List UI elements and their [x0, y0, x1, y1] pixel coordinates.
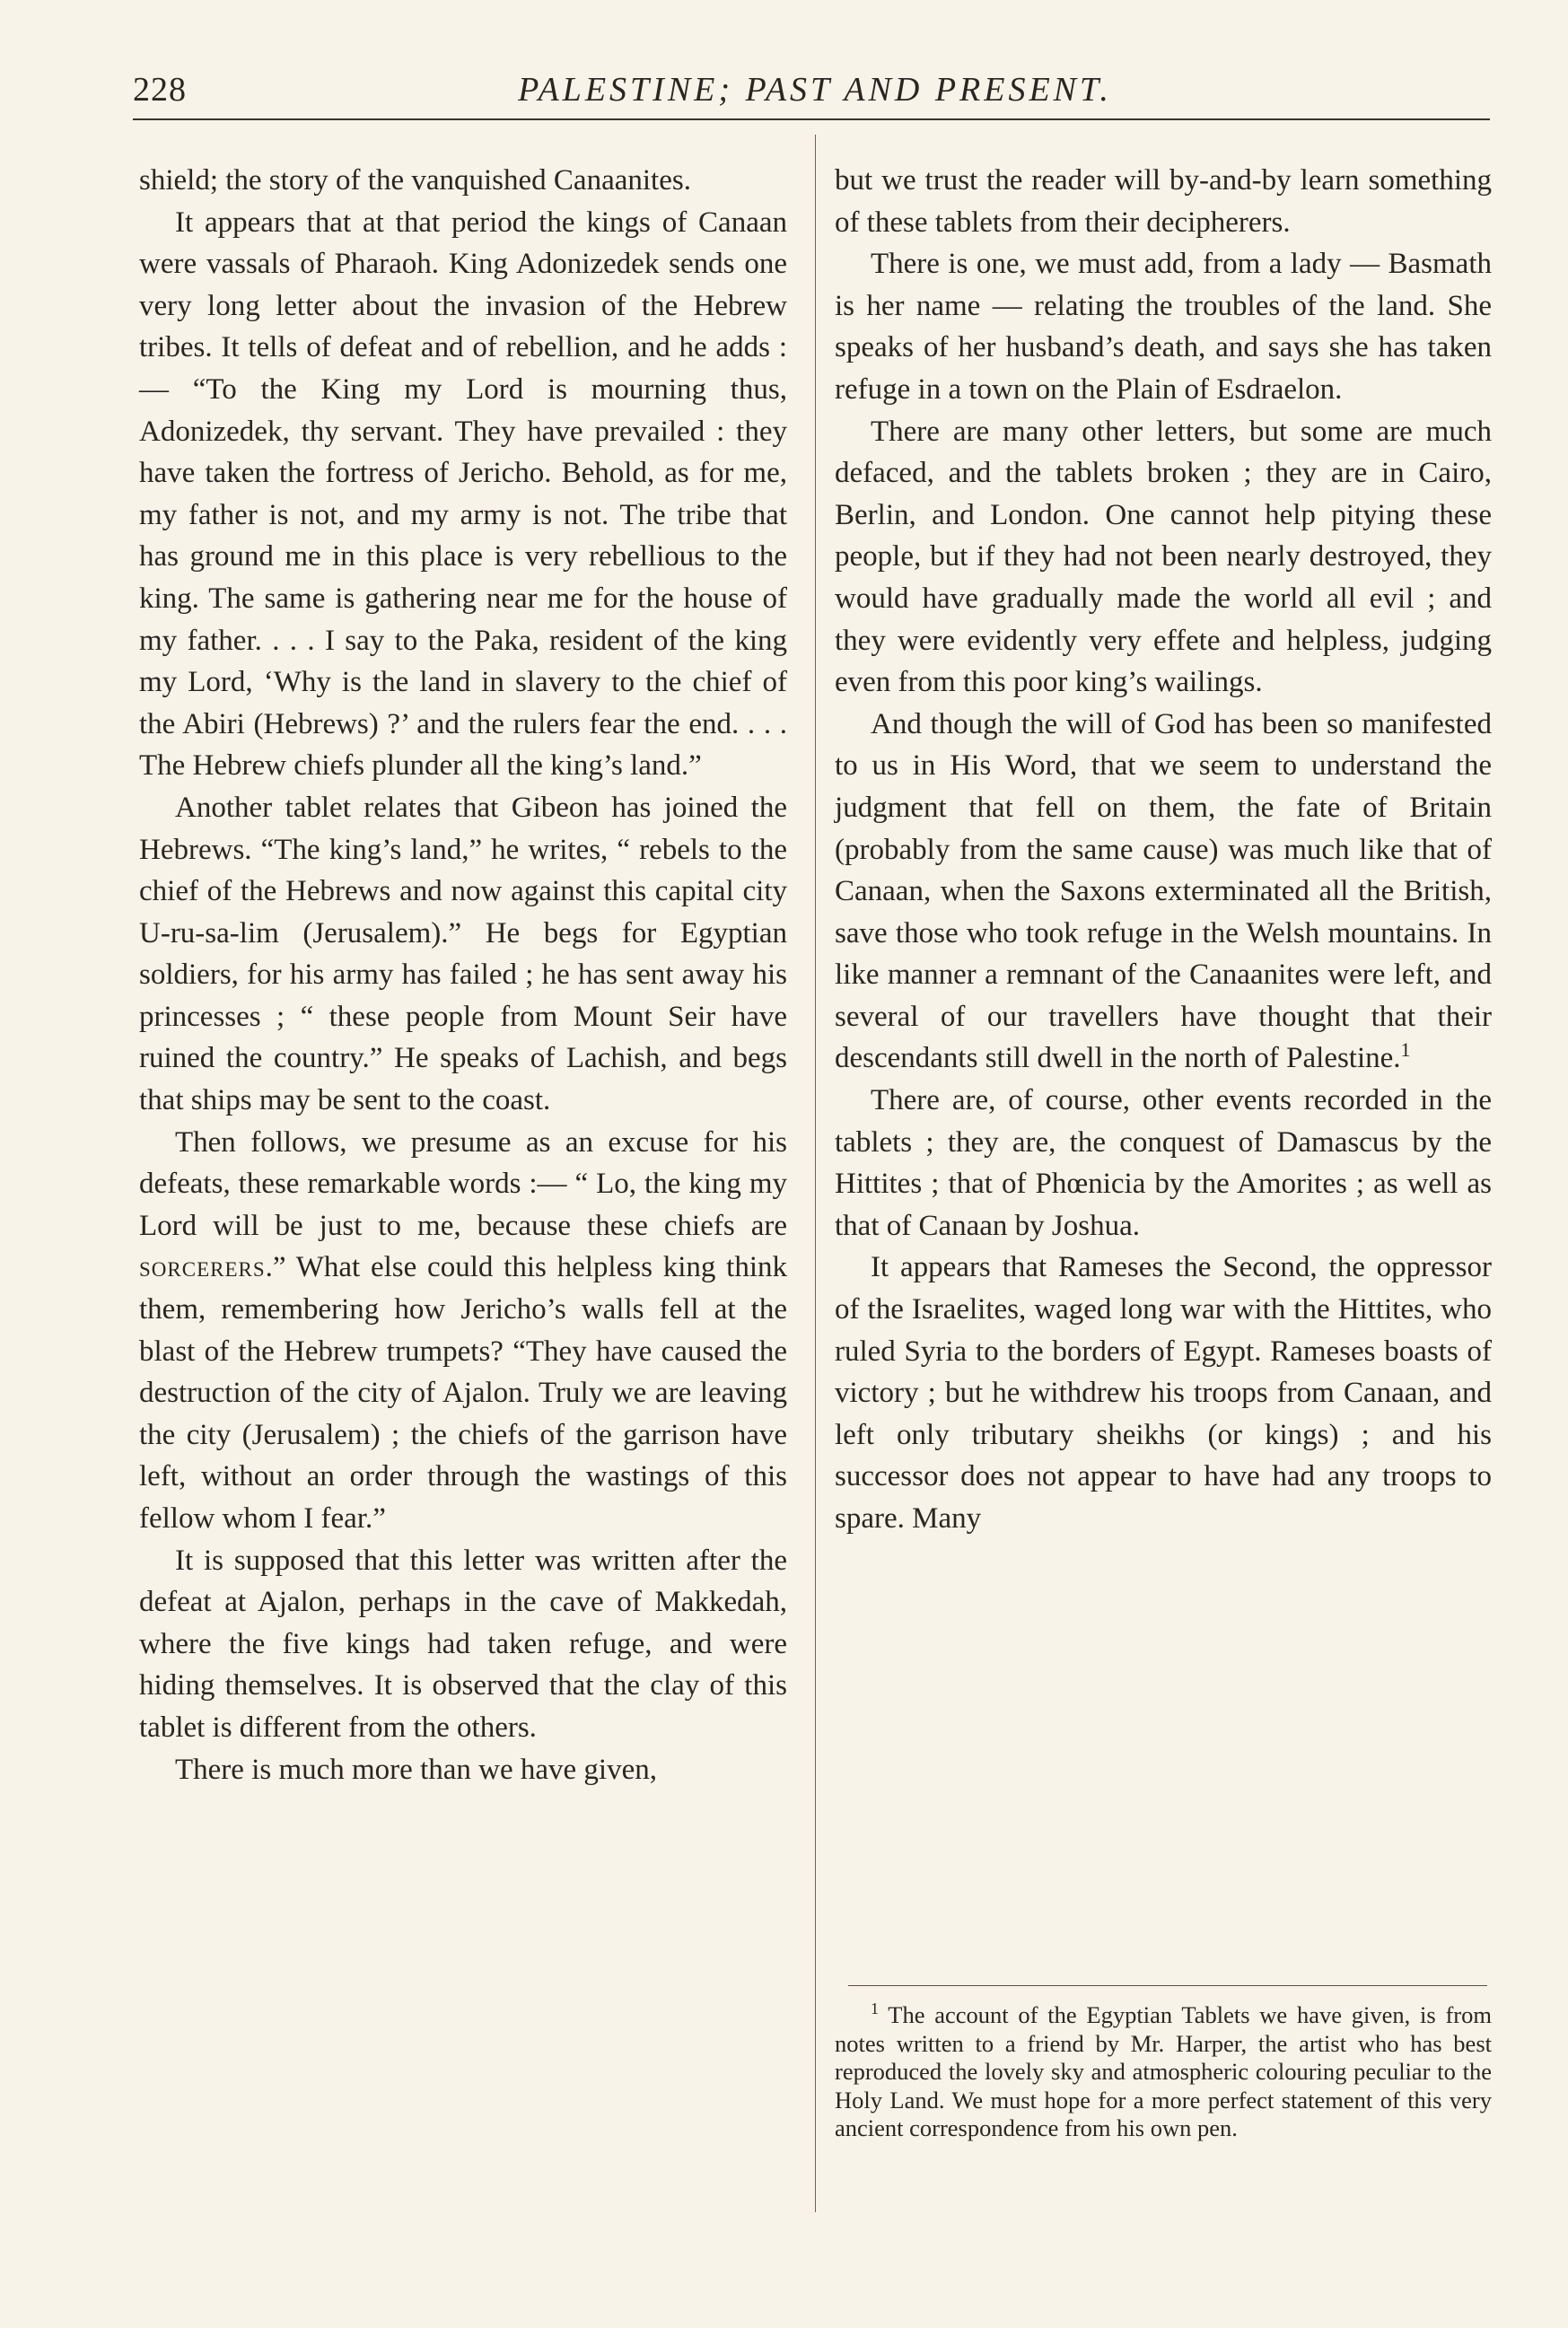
paragraph-text: Then follows, we presume as an excuse for his defeats, these remarkable words :— “ Lo, the king my Lord will be just to me, because these chiefs are — [139, 1125, 787, 1242]
column-divider — [815, 135, 816, 2212]
right-column — [835, 160, 1492, 1540]
paragraph: Another tablet relates that Gibeon has joined the Hebrews. “The king’s land,” he writes, “ rebels to the chief of the Hebrews and now against this capital city U-ru-sa-lim (Jerusalem).” He begs for Egyptian soldiers, for his army has failed ; he has sent away his princesses ; “ these people from Mount Seir have ruined the country.” He speaks of Lachish, and begs that ships may be sent to the coast. — [139, 791, 787, 1117]
left-column — [139, 160, 787, 1790]
paragraph: It is supposed that this letter was written after the defeat at Ajalon, perhaps in the cave of Makkedah, where the five kings had taken refuge, and were hiding themselves. It is observed that the clay of this tablet is different from the others. — [139, 1544, 787, 1744]
paragraph-text: .” What else could this helpless king think them, remembering how Jericho’s walls fell at the blast of the Hebrew trumpets? “They have caused the destruction of the city of Ajalon. Truly we are leaving the city (Jerusalem) ; the chiefs of the garrison have left, without an order through the wastings of this fellow whom I fear.” — [139, 1251, 787, 1535]
paragraph: but we trust the reader will by-and-by learn something of these tablets from their decipherers. — [835, 164, 1492, 239]
paragraph: It appears that Rameses the Second, the oppressor of the Israelites, waged long war with the Hittites, who ruled Syria to the borders of Egypt. Rameses boasts of victory ; but he withdrew his troops from Canaan, and left only tributary sheikhs (or kings) ; and his successor does not appear to have had any troops to spare. Many — [835, 1251, 1492, 1535]
footnote-mark: 1 — [871, 2000, 879, 2018]
footnote-rule — [848, 1985, 1487, 1986]
paragraph: There are, of course, other events recorded in the tablets ; they are, the conquest of Damascus by the Hittites ; that of Phœnicia by the Amorites ; as well as that of Canaan by Joshua. — [835, 1084, 1492, 1242]
paragraph: It appears that at that period the kings of Canaan were vassals of Pharaoh. King Adonizedek sends one very long letter about the invasion of the Hebrew tribes. It tells of defeat and of rebellion, and he adds :— “To the King my Lord is mourning thus, Adonizedek, thy servant. They have prevailed : they have taken the fortress of Jericho. Behold, as for me, my father is not, and my army is not. The tribe that has ground me in this place is very rebellious to the king. The same is gathering near me for the house of my father. . . . I say to the Paka, resident of the king my Lord, ‘Why is the land in slavery to the chief of the Abiri (Hebrews) ?’ and the rulers fear the end. . . . The Hebrew chiefs plunder all the king’s land.” — [139, 206, 787, 783]
paragraph: There is much more than we have given, — [175, 1753, 657, 1786]
running-title: PALESTINE; PAST AND PRESENT. — [518, 71, 1112, 109]
paragraph — [835, 704, 1492, 1080]
paragraph: There are many other letters, but some are much defaced, and the tablets broken ; they are in Cairo, Berlin, and London. One cannot help pitying these people, but if they had not been nearly destroyed, they would have gradually made the world all evil ; and they were evidently very effete and helpless, judging even from this poor king’s wailings. — [835, 415, 1492, 699]
page-header — [133, 70, 1497, 115]
paragraph: shield; the story of the vanquished Canaanites. — [139, 164, 691, 197]
small-caps-word: sorcerers — [139, 1251, 266, 1284]
footnote-reference: 1 — [1400, 1038, 1411, 1062]
header-rule — [133, 118, 1490, 120]
footnote — [835, 2001, 1492, 2143]
paragraph — [139, 1122, 787, 1540]
page-number: 228 — [133, 71, 187, 109]
footnote-text: The account of the Egyptian Tablets we have given, is from notes written to a friend by Mr. Harper, the artist who has best reproduced the lovely sky and atmospheric colouring peculiar to the Holy Land. We must hope for a more perfect statement of this very ancient correspondence from his own pen. — [835, 2001, 1492, 2141]
paragraph: There is one, we must add, from a lady — Basmath is her name — relating the troubles of the land. She speaks of her husband’s death, and says she has taken refuge in a town on the Plain of Esdraelon. — [835, 248, 1492, 406]
paragraph-text: And though the will of God has been so manifested to us in His Word, that we seem to understand the judgment that fell on them, the fate of Britain (probably from the same cause) was much like that of Canaan, when the Saxons exterminated all the British, save those who took refuge in the Welsh mountains. In like manner a remnant of the Canaanites were left, and several of our travellers have thought that their descendants still dwell in the north of Palestine. — [835, 707, 1492, 1075]
